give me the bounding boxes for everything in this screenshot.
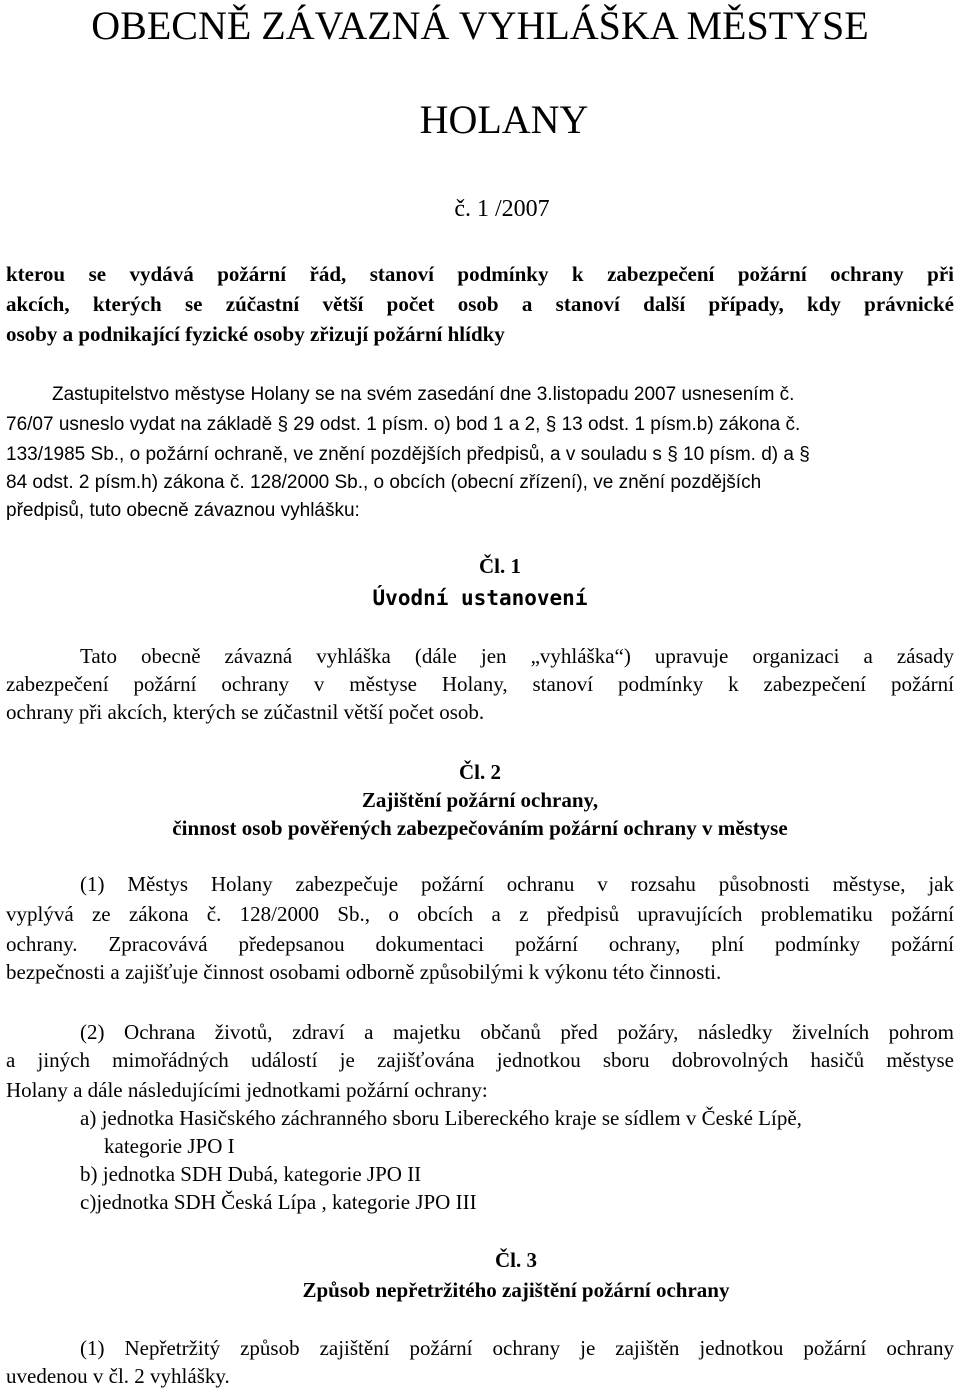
article-2-paragraph-2: Holany a dále následujícími jednotkami požární ochrany: bbox=[6, 1078, 488, 1102]
article-1-text: zabezpečení požární ochrany v městyse Holany, stanoví podmínky k zabezpečení požární bbox=[6, 672, 954, 696]
article-3-text: uvedenou v čl. 2 vyhlášky. bbox=[6, 1364, 230, 1388]
article-heading: Úvodní ustanovení bbox=[372, 586, 588, 610]
article-2-paragraph-1: vyplývá ze zákona č. 128/2000 Sb., o obcích a z předpisů upravujících problematiku požární bbox=[6, 902, 954, 926]
document-title: OBECNĚ ZÁVAZNÁ VYHLÁŠKA MĚSTYSE bbox=[91, 3, 869, 48]
subtitle-line: kterou se vydává požární řád, stanoví podmínky k zabezpečení požární ochrany při bbox=[6, 262, 954, 286]
article-heading: činnost osob pověřených zabezpečováním požární ochrany v městyse bbox=[172, 816, 788, 840]
article-1-text: Tato obecně závazná vyhláška (dále jen „vyhláška“) upravuje organizaci a zásady bbox=[80, 644, 954, 668]
article-3-text: (1) Nepřetržitý způsob zajištění požární ochrany je zajištěn jednotkou požární ochrany bbox=[80, 1336, 954, 1360]
subtitle-line: akcích, kterých se zúčastní větší počet osob a stanoví další případy, kdy právnické bbox=[6, 292, 954, 316]
list-item: a) jednotka Hasičského záchranného sboru Libereckého kraje se sídlem v České Lípě, bbox=[80, 1106, 802, 1130]
preamble-line: 76/07 usneslo vydat na základě § 29 odst. 1 písm. o) bod 1 a 2, § 13 odst. 1 písm.b) zákona č. bbox=[6, 414, 801, 435]
preamble-line: 133/1985 Sb., o požární ochraně, ve znění pozdějších předpisů, a v souladu s § 10 písm. d) a § bbox=[6, 444, 810, 465]
list-item: kategorie JPO I bbox=[104, 1134, 235, 1158]
list-item: b) jednotka SDH Dubá, kategorie JPO II bbox=[80, 1162, 422, 1186]
article-2-paragraph-1: ochrany. Zpracovává předepsanou dokumentaci požární ochrany, plní podmínky požární bbox=[6, 932, 954, 956]
article-heading: Způsob nepřetržitého zajištění požární ochrany bbox=[302, 1278, 730, 1302]
ordinance-number: č. 1 /2007 bbox=[454, 196, 550, 222]
article-1-text: ochrany při akcích, kterých se zúčastnil větší počet osob. bbox=[6, 700, 485, 724]
list-item: c)jednotka SDH Česká Lípa , kategorie JPO III bbox=[80, 1190, 477, 1214]
article-number: Čl. 1 bbox=[479, 554, 521, 578]
article-2-paragraph-2: a jiných mimořádných událostí je zajišťována jednotkou sboru dobrovolných hasičů městyse bbox=[6, 1048, 954, 1072]
article-heading: Zajištění požární ochrany, bbox=[361, 788, 599, 812]
article-2-paragraph-1: (1) Městys Holany zabezpečuje požární ochranu v rozsahu působnosti městyse, jak bbox=[80, 872, 954, 896]
article-number: Čl. 3 bbox=[495, 1248, 537, 1272]
document-title-municipality: HOLANY bbox=[419, 97, 589, 142]
article-2-paragraph-1: bezpečnosti a zajišťuje činnost osobami odborně způsobilými k výkonu této činnosti. bbox=[6, 960, 722, 984]
article-number: Čl. 2 bbox=[459, 760, 501, 784]
preamble-line: Zastupitelstvo městyse Holany se na svém zasedání dne 3.listopadu 2007 usnesením č. bbox=[52, 384, 795, 405]
preamble-line: 84 odst. 2 písm.h) zákona č. 128/2000 Sb., o obcích (obecní zřízení), ve znění pozdějších bbox=[6, 472, 762, 493]
subtitle-line: osoby a podnikající fyzické osoby zřizují požární hlídky bbox=[6, 322, 505, 346]
preamble-line: předpisů, tuto obecně závaznou vyhlášku: bbox=[6, 500, 360, 521]
article-2-paragraph-2: (2) Ochrana životů, zdraví a majetku občanů před požáry, následky živelních pohrom bbox=[80, 1020, 954, 1044]
